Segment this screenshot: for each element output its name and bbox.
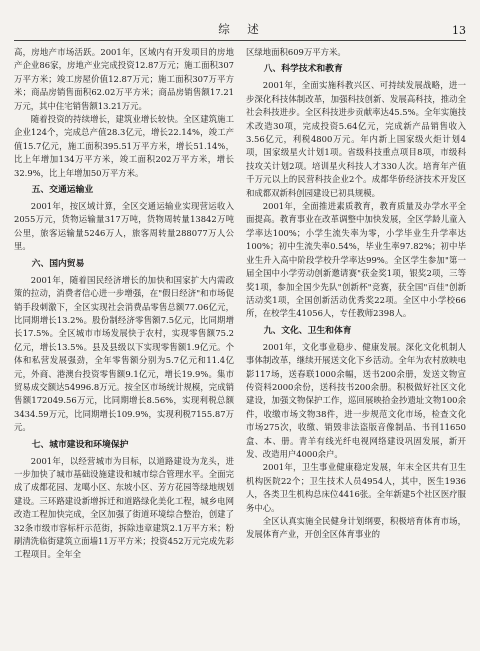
right-column bbox=[246, 46, 466, 647]
paragraph: 2001年，文化事业稳步、健康发展。深化文化机制人事体制改革，继续开展送文化下乡活动。全年为农村放映电影117场，送春联1000余幅，送书200余册，发送文物宣传资料2000余份，送科技书200余册。积极做好社区文化建设，加强文物保护工作，巡回展映拾金抄遗址文物100余件，收缴市场文物38件，进一步规范文化市场，检查文化市场275次，收缴、销毁非法盗版音像制品、书刊11650盒、本、册。青羊有线光纤电视网络建设巩固发展，新开发、改造用户4000余户。 bbox=[246, 341, 466, 459]
page-number: 13 bbox=[452, 24, 466, 37]
paragraph: 2001年，全面实施科教兴区、可持续发展战略，进一步深化科技体制改革，加强科技创新、发展高科技，推动全社会科技进步。全区科技进步贡献率达45.5%。全年实施技术改造30项，完成投资5.64亿元，完成新产品销售收入3.56亿元，利税4800万元。年内新上国家级火炬计划4项，国家级星火计划1项。省级科技重点项目8项，市级科技攻关计划2项。培训星火科技人才330人次。培育年产值千万元以上的民营科技企业2个。成都华侨经济技术开发区和成都双新科创园建设已初具规模。 bbox=[246, 80, 466, 198]
body-columns bbox=[14, 46, 466, 647]
paragraph: 区绿地面积609万平方米。 bbox=[246, 47, 346, 57]
section-heading: 九、文化、卫生和体育 bbox=[263, 325, 352, 336]
left-column bbox=[14, 46, 234, 647]
page-header bbox=[14, 20, 466, 41]
paragraph: 2001年，以经营城市为目标，以道路建设为龙头，进一步加快了城市基础设施建设和城市综合管理水平。全面完成了成都花园、龙噶小区、东坡小区、芳方花园等绿地规划建设。三环路建设新增拆迁和道路绿化美化工程，城乡电网改造工程加快完成，全区加强了街道环境综合整治，创建了32条市级市容标杆示范街，拆除违章建筑2.1万平方米；粉刷清洗临街建筑立面墙11万平方米；投资452万元完成先彩工程项目。全年全 bbox=[14, 455, 234, 560]
section-heading: 六、国内贸易 bbox=[31, 258, 85, 269]
paragraph: 全区认真实施全民健身计划纲要，积极培育体育市场，发展体育产业，开创全区体育事业的 bbox=[246, 516, 466, 540]
running-title: 综 述 bbox=[218, 22, 262, 36]
section-heading: 五、交通运输业 bbox=[31, 185, 94, 196]
section-heading: 七、城市建设和环境保护 bbox=[31, 439, 129, 450]
paragraph: 2001年，按区域计算，全区交通运输业实现营运收入2055万元，货物运输量317万吨，货物周转量13842万吨公里，旅客运输量5246万人，旅客周转量288077万人公里。 bbox=[14, 201, 234, 252]
section-heading: 八、科学技术和教育 bbox=[263, 64, 343, 75]
paragraph: 2001年，随着国民经济增长的加快和国家扩大内需政策的拉动，消费者信心进一步增强，在"假日经济"和市场促销手段刺激下，全区实现社会消费品零售总额77.06亿元，比同期增长13.2%。股份制经济零售额7.5亿元，比同期增长17.5%。全区城市市场发展快于农村，实现零售额75.2亿元，增长13.5%。县及县级以下实现零售额1.9亿元。个体和私营发展强劲，全年零售额分别为5.7亿元和11.4亿元，外商、港澳台投资零售额9.1亿元，增长19.9%。集市贸易成交额达54996.8万元。按全区市场统计规模，完成销售额172049.56万元，比同期增长8.56%，实现利税总额3434.59万元，比同期增长109.9%，实现利税7155.87万元。 bbox=[14, 274, 234, 433]
paragraph: 2001年，全面推进素质教育，教育质量及办学水平全面提高。教育事业在改革调整中加快发展，全区学龄儿童入学率达100%；小学生流失率为零，小学毕业生升学率达100%；初中生流失率0.54%，毕业生率97.82%；初中毕业生升入高中阶段学校升学率达99%。全区学生参加"第一届全国中小学劳动创新邀请赛"获金奖1项，银奖2项，三等奖1项，参加全国少先队"创新杯"竞赛，获全国"百佳"创新活动奖1项，全国创新活动优秀奖22项。全区中小学校66所，在校学生41056人，专任教师2398人。 bbox=[246, 201, 466, 319]
paragraph: 高，房地产市场活跃。2001年，区域内有开发项目的房地产企业86家，房地产业完成投资12.87万元；施工面积307万平方米；竣工房屋价值12.87万元；施工面积307万平方米；商品房销售面积62.02万平方米；商品房销售额17.21万元，其中住宅销售额13.21万元。 bbox=[14, 47, 234, 111]
paragraph: 2001年，卫生事业健康稳定发展，年末全区共有卫生机构医院22个；卫生技术人员4954人，其中，医生1936人，各类卫生机构总床位4416张。全年新建5个社区医疗服务中心。 bbox=[246, 462, 466, 513]
paragraph: 随着投资的持续增长，建筑业增长较快。全区建筑施工企业124个，完成总产值28.3亿元，增长22.14%，竣工产值15.7亿元，施工面积395.51万平方米，增长51.14%，比上年增加134万平方米，竣工面积202万平方米，增长32.9%，比上年增加50万平方米。 bbox=[14, 114, 234, 178]
